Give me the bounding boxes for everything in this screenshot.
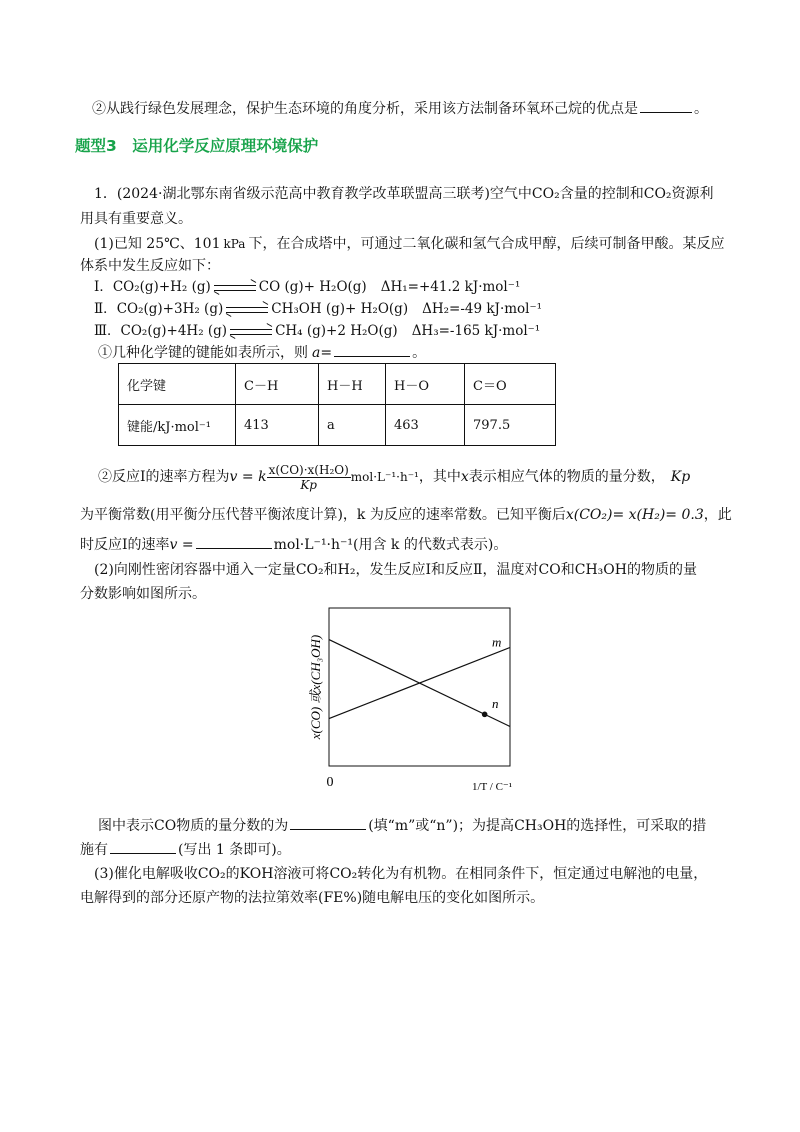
sub2-line3: 时反应Ⅰ的速率v = mol·L⁻¹·h⁻¹(用含 k 的代数式表示)。 bbox=[80, 534, 507, 555]
p3-line2: 电解得到的部分还原产物的法拉第效率(FE%)随电解电压的变化如图所示。 bbox=[80, 890, 545, 906]
question-line: 图中表示CO物质的量分数的为 (填“m”或“n”)；为提高CH₃OH的选择性，可采取的措 bbox=[98, 815, 706, 836]
table-cell: H－H bbox=[319, 364, 386, 405]
fraction-vs-temperature-chart bbox=[290, 598, 530, 810]
p2-line: (2)向刚性密闭容器中通入一定量CO₂和H₂，发生反应Ⅰ和反应Ⅱ，温度对CO和CH₃OH的物质的量 bbox=[94, 562, 697, 578]
reaction-3: Ⅲ．CO₂(g)+4H₂ (g) CH₄ (g)+2 H₂O(g) ΔH₃=-165 kJ·mol⁻¹ bbox=[94, 323, 541, 339]
reaction-2: Ⅱ．CO₂(g)+3H₂ (g) CH₃OH (g)+ H₂O(g) ΔH₂=-49 kJ·mol⁻¹ bbox=[94, 301, 543, 317]
p1-line2: 体系中发生反应如下： bbox=[80, 258, 220, 274]
answer-blank[interactable] bbox=[196, 534, 272, 549]
table-cell: H－O bbox=[386, 364, 465, 405]
equilibrium-arrow-icon bbox=[214, 283, 256, 293]
section-heading: 题型3 运用化学反应原理环境保护 bbox=[75, 137, 319, 155]
reaction-1: Ⅰ．CO₂(g)+H₂ (g) CO (g)+ H₂O(g) ΔH₁=+41.2 kJ·mol⁻¹ bbox=[94, 279, 521, 295]
answer-blank[interactable] bbox=[334, 342, 410, 357]
sub1-line: ①几种化学键的键能如表所示，则 a= 。 bbox=[98, 342, 426, 363]
series-label-m: m bbox=[492, 634, 502, 650]
table-cell: a bbox=[319, 405, 386, 446]
table-cell: 797.5 bbox=[465, 405, 556, 446]
question-line2: 施有 (写出 1 条即可)。 bbox=[80, 839, 291, 860]
origin-label: 0 bbox=[326, 775, 334, 790]
table-cell: 413 bbox=[236, 405, 319, 446]
x-axis-label: 1/T / C⁻¹ bbox=[471, 781, 513, 793]
q1-line2: 用具有重要意义。 bbox=[80, 211, 192, 227]
equilibrium-arrow-icon bbox=[226, 305, 268, 315]
plot-frame bbox=[329, 608, 510, 766]
p2-line2: 分数影响如图所示。 bbox=[80, 586, 206, 602]
y-axis-label: x(CO) 或x(CH₃OH) bbox=[308, 634, 323, 740]
table-header-row bbox=[119, 364, 556, 405]
series-point-n bbox=[482, 712, 488, 718]
sub2-line2: 为平衡常数(用平衡分压代替平衡浓度计算)，k 为反应的速率常数。已知平衡后x(CO₂)= x(H₂)= 0.3，此 bbox=[80, 507, 732, 523]
rate-fraction: $\frac{\text{x(CO)·x(H₂O)}}{Kp}$ bbox=[268, 462, 349, 492]
answer-blank[interactable] bbox=[110, 839, 176, 854]
answer-blank[interactable] bbox=[290, 815, 366, 830]
table-cell: 化学键 bbox=[119, 364, 236, 405]
p1-line: (1)已知 25℃、101 kPa 下，在合成塔中，可通过二氧化碳和氢气合成甲醇，后续可制备甲酸。某反应 bbox=[94, 236, 725, 252]
equilibrium-arrow-icon bbox=[230, 327, 272, 337]
series-label-n: n bbox=[492, 695, 499, 711]
table-cell: 键能/kJ·mol⁻¹ bbox=[119, 405, 236, 446]
bond-energy-table bbox=[118, 363, 556, 446]
table-cell: C＝O bbox=[465, 364, 556, 405]
p3-line: (3)催化电解吸收CO₂的KOH溶液可将CO₂转化为有机物。在相同条件下，恒定通过电解池的电量， bbox=[94, 866, 708, 882]
intro-line: ②从践行绿色发展理念，保护生态环境的角度分析，采用该方法制备环氧环己烷的优点是 。 bbox=[92, 98, 708, 119]
q1-source-line: 1．(2024·湖北鄂东南省级示范高中教育教学改革联盟高三联考)空气中CO₂含量的控制和CO₂资源利 bbox=[94, 186, 714, 202]
table-cell: 463 bbox=[386, 405, 465, 446]
table-row bbox=[119, 405, 556, 446]
answer-blank[interactable] bbox=[640, 98, 692, 113]
sub2-line: ②反应Ⅰ的速率方程为v = k $\frac{\text{x(CO)·x(H₂O)}}{Kp}$ mol·L⁻¹·h⁻¹，其中x表示相应气体的物质的量分数， Kp bbox=[98, 462, 691, 492]
table-cell: C－H bbox=[236, 364, 319, 405]
